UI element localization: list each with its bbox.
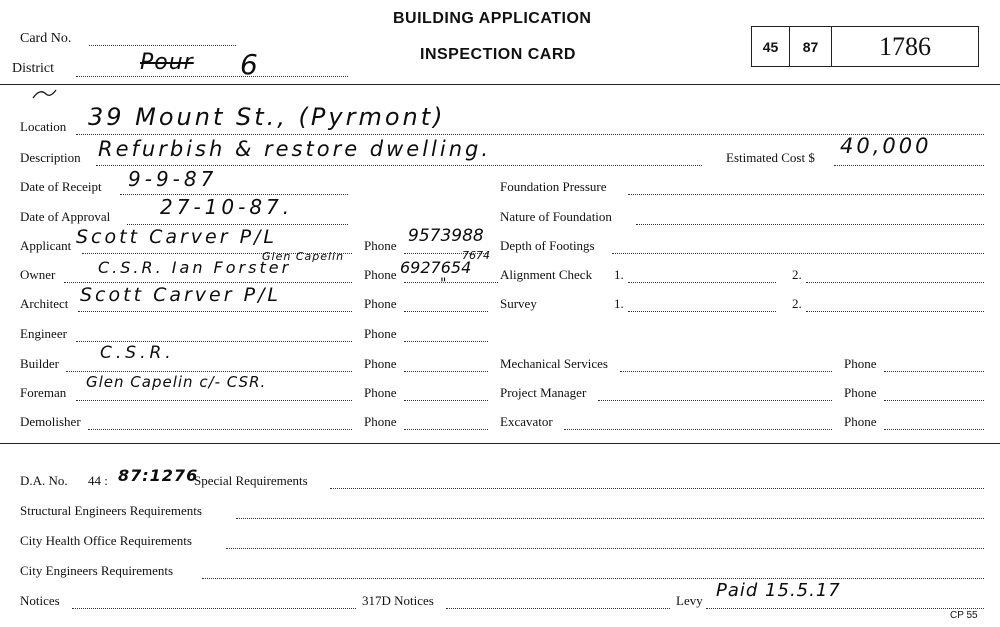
date-approval-value: 27-10-87.: [160, 195, 294, 219]
da-no-label: D.A. No.: [20, 473, 68, 488]
owner-value: C.S.R. Ian Forster: [98, 258, 292, 277]
foreman-line: [76, 400, 352, 401]
structural-label: Structural Engineers Requirements: [20, 503, 202, 518]
special-requirements-line: [330, 488, 984, 489]
demolisher-phone-label: Phone: [364, 414, 397, 429]
demolisher-label: Demolisher: [20, 414, 81, 429]
demolisher-phone-line: [404, 429, 488, 430]
applicant-phone-label: Phone: [364, 238, 397, 253]
da-value: 87:1276: [118, 466, 199, 485]
date-receipt-label: Date of Receipt: [20, 179, 102, 194]
estimated-cost-line: [834, 165, 984, 166]
survey-num1: 1.: [614, 296, 624, 311]
excavator-label: Excavator: [500, 414, 553, 429]
pen-mark-icon: [30, 84, 60, 104]
depth-footings-label: Depth of Footings: [500, 238, 595, 253]
project-manager-line: [598, 400, 832, 401]
location-label: Location: [20, 119, 67, 134]
excavator-phone-label: Phone: [844, 414, 877, 429]
date-approval-label: Date of Approval: [20, 209, 111, 224]
project-manager-phone-line: [884, 400, 984, 401]
survey-line2: [806, 311, 984, 312]
card-no-line: [89, 45, 236, 46]
alignment-check-line2: [806, 282, 984, 283]
owner-phone-line: [404, 282, 498, 283]
notices-line: [72, 608, 356, 609]
alignment-check-label: Alignment Check: [500, 267, 593, 282]
architect-line: [78, 311, 352, 312]
location-value: 39 Mount St., (Pyrmont): [88, 103, 446, 131]
foundation-pressure-line: [628, 194, 984, 195]
notices-317d-label: 317D Notices: [362, 593, 434, 608]
architect-phone-label: Phone: [364, 296, 397, 311]
owner-phone-ditto: ": [440, 276, 448, 292]
card-no-label: Card No.: [20, 31, 72, 46]
mechanical-label: Mechanical Services: [500, 356, 608, 371]
architect-value: Scott Carver P/L: [80, 284, 282, 306]
description-value: Refurbish & restore dwelling.: [98, 137, 492, 161]
estimated-cost-value: 40,000: [840, 134, 932, 158]
form-code: CP 55: [950, 610, 978, 621]
builder-value: C.S.R.: [100, 343, 175, 363]
survey-label: Survey: [500, 296, 537, 311]
special-requirements-label: Special Requirements: [194, 473, 308, 488]
structural-line: [236, 518, 984, 519]
depth-footings-line: [612, 253, 984, 254]
district-label: District: [12, 61, 54, 76]
owner-phone-extra: 7674: [462, 249, 490, 262]
builder-label: Builder: [20, 356, 59, 371]
demolisher-line: [88, 429, 352, 430]
alignment-check-line1: [628, 282, 776, 283]
excavator-line: [564, 429, 832, 430]
description-label: Description: [20, 150, 81, 165]
foreman-phone-label: Phone: [364, 385, 397, 400]
project-manager-label: Project Manager: [500, 385, 587, 400]
middle-rule: [0, 443, 1000, 444]
alignment-check-num1: 1.: [614, 267, 624, 282]
health-label: City Health Office Requirements: [20, 533, 192, 548]
card-number-box: [751, 26, 979, 67]
foreman-value: Glen Capelin c/- CSR.: [86, 373, 267, 391]
mechanical-line: [620, 371, 832, 372]
engineer-phone-label: Phone: [364, 326, 397, 341]
owner-line: [64, 282, 352, 283]
district-value: 6: [240, 48, 259, 81]
estimated-cost-label: Estimated Cost $: [726, 150, 815, 165]
applicant-value: Scott Carver P/L: [76, 226, 278, 248]
card-title-line2: INSPECTION CARD: [420, 46, 576, 63]
foreman-phone-line: [404, 400, 488, 401]
architect-label: Architect: [20, 296, 69, 311]
builder-line: [66, 371, 352, 372]
city-engineers-line: [202, 578, 984, 579]
box-cell-1: 45: [752, 27, 790, 66]
alignment-check-num2: 2.: [792, 267, 802, 282]
builder-phone-line: [404, 371, 488, 372]
engineer-phone-line: [404, 341, 488, 342]
levy-line: [706, 608, 984, 609]
mechanical-phone-line: [884, 371, 984, 372]
top-rule: [0, 84, 1000, 85]
da-prefix: 44 :: [88, 473, 108, 488]
owner-note: Glen Capelin: [262, 250, 345, 263]
foundation-pressure-label: Foundation Pressure: [500, 179, 607, 194]
box-cell-2: 87: [790, 27, 832, 66]
mechanical-phone-label: Phone: [844, 356, 877, 371]
engineer-line: [76, 341, 352, 342]
box-number: 1786: [879, 31, 931, 61]
description-line: [96, 165, 702, 166]
levy-value: Paid 15.5.17: [716, 580, 841, 601]
notices-label: Notices: [20, 593, 60, 608]
excavator-phone-line: [884, 429, 984, 430]
architect-phone-line: [404, 311, 488, 312]
owner-phone-value: 6927654: [400, 258, 472, 277]
owner-phone-label: Phone: [364, 267, 397, 282]
health-line: [226, 548, 984, 549]
date-receipt-value: 9-9-87: [128, 167, 218, 191]
card-title-line1: BUILDING APPLICATION: [393, 10, 592, 27]
nature-foundation-line: [636, 224, 984, 225]
foreman-label: Foreman: [20, 385, 67, 400]
nature-foundation-label: Nature of Foundation: [500, 209, 612, 224]
builder-phone-label: Phone: [364, 356, 397, 371]
district-line: [76, 76, 348, 77]
levy-label: Levy: [676, 593, 703, 608]
survey-num2: 2.: [792, 296, 802, 311]
owner-label: Owner: [20, 267, 56, 282]
notices-317d-line: [446, 608, 670, 609]
survey-line1: [628, 311, 776, 312]
city-engineers-label: City Engineers Requirements: [20, 563, 174, 578]
applicant-phone-value: 9573988: [408, 226, 484, 246]
applicant-label: Applicant: [20, 238, 72, 253]
district-struck-value: Pour: [140, 50, 194, 75]
project-manager-phone-label: Phone: [844, 385, 877, 400]
engineer-label: Engineer: [20, 326, 67, 341]
date-approval-line: [127, 224, 348, 225]
